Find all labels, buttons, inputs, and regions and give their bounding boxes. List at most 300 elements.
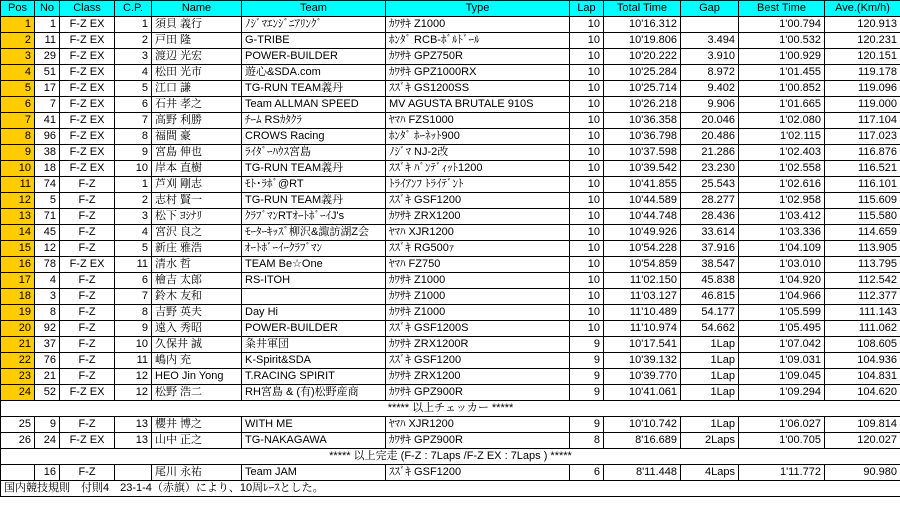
cell-type: ｶﾜｻｷ ZRX1200 bbox=[386, 369, 570, 385]
cell-average-speed: 119.096 bbox=[825, 81, 900, 97]
cell-lap: 10 bbox=[570, 81, 604, 97]
cell-no: 96 bbox=[35, 129, 60, 145]
col-cp: C.P. bbox=[115, 1, 152, 17]
finish-banner-row bbox=[1, 449, 900, 465]
cell-team: ﾓﾄ･ﾗﾎﾞ@RT bbox=[242, 177, 386, 193]
cell-type: ｶﾜｻｷ GPZ900R bbox=[386, 433, 570, 449]
cell-average-speed: 120.027 bbox=[825, 433, 900, 449]
cell-best-time: 1'00.929 bbox=[739, 49, 825, 65]
cell-gap: 1Lap bbox=[681, 417, 739, 433]
cell-team: TG-RUN TEAM義丹 bbox=[242, 81, 386, 97]
cell-average-speed: 112.542 bbox=[825, 273, 900, 289]
cell-name: 久保井 誠 bbox=[152, 337, 242, 353]
cell-cp: 9 bbox=[115, 145, 152, 161]
col-best-time: Best Time bbox=[739, 1, 825, 17]
cell-pos: 2 bbox=[1, 33, 35, 49]
table-row bbox=[1, 97, 900, 113]
cell-type: ｽｽﾞｷ ﾊﾞﾝﾃﾞｨｯﾄ1200 bbox=[386, 161, 570, 177]
cell-best-time: 1'09.031 bbox=[739, 353, 825, 369]
cell-gap: 9.402 bbox=[681, 81, 739, 97]
cell-pos: 11 bbox=[1, 177, 35, 193]
cell-team: ﾁｰﾑ RSｶﾀｸﾗ bbox=[242, 113, 386, 129]
cell-average-speed: 115.609 bbox=[825, 193, 900, 209]
cell-name: 新庄 雅浩 bbox=[152, 241, 242, 257]
cell-gap: 37.916 bbox=[681, 241, 739, 257]
cell-lap: 10 bbox=[570, 145, 604, 161]
cell-best-time: 1'05.599 bbox=[739, 305, 825, 321]
cell-team: ﾉｼﾞﾏｴﾝｼﾞﾆｱﾘﾝｸﾞ bbox=[242, 17, 386, 33]
cell-type: ｽｽﾞｷ GSF1200S bbox=[386, 321, 570, 337]
cell-gap: 2Laps bbox=[681, 433, 739, 449]
table-row bbox=[1, 273, 900, 289]
cell-cp: 2 bbox=[115, 33, 152, 49]
cell-pos: 21 bbox=[1, 337, 35, 353]
cell-total-time: 10'10.742 bbox=[604, 417, 681, 433]
cell-name: 松下 ﾖｼﾅﾘ bbox=[152, 209, 242, 225]
cell-lap: 10 bbox=[570, 65, 604, 81]
cell-lap: 10 bbox=[570, 289, 604, 305]
cell-best-time: 1'03.336 bbox=[739, 225, 825, 241]
cell-lap: 9 bbox=[570, 353, 604, 369]
cell-cp: 13 bbox=[115, 417, 152, 433]
checker-banner: ***** 以上チェッカー ***** bbox=[1, 401, 900, 417]
cell-cp: 9 bbox=[115, 321, 152, 337]
cell-pos: 4 bbox=[1, 65, 35, 81]
cell-name: 吉野 英夫 bbox=[152, 305, 242, 321]
cell-team: 遊心&SDA.com bbox=[242, 65, 386, 81]
cell-best-time: 1'07.042 bbox=[739, 337, 825, 353]
cell-average-speed: 90.980 bbox=[825, 465, 900, 481]
cell-class: F-Z bbox=[60, 353, 115, 369]
cell-cp: 10 bbox=[115, 337, 152, 353]
cell-total-time: 10'54.859 bbox=[604, 257, 681, 273]
cell-team: ｵｰﾄﾎﾞｰｲｰｸﾗﾌﾞﾏﾝ bbox=[242, 241, 386, 257]
cell-lap: 10 bbox=[570, 321, 604, 337]
cell-name: 芦刈 剛志 bbox=[152, 177, 242, 193]
cell-no: 45 bbox=[35, 225, 60, 241]
cell-best-time: 1'02.958 bbox=[739, 193, 825, 209]
cell-total-time: 10'25.284 bbox=[604, 65, 681, 81]
cell-average-speed: 108.605 bbox=[825, 337, 900, 353]
cell-type: ｽｽﾞｷ GSF1200 bbox=[386, 353, 570, 369]
cell-type: ﾔﾏﾊ XJR1200 bbox=[386, 225, 570, 241]
cell-team: 粂井軍団 bbox=[242, 337, 386, 353]
cell-best-time: 1'03.010 bbox=[739, 257, 825, 273]
cell-best-time: 1'06.027 bbox=[739, 417, 825, 433]
cell-pos: 19 bbox=[1, 305, 35, 321]
cell-lap: 9 bbox=[570, 385, 604, 401]
cell-gap: 33.614 bbox=[681, 225, 739, 241]
cell-class: F-Z bbox=[60, 289, 115, 305]
cell-gap: 46.815 bbox=[681, 289, 739, 305]
cell-no: 5 bbox=[35, 193, 60, 209]
table-row bbox=[1, 193, 900, 209]
table-row bbox=[1, 241, 900, 257]
cell-total-time: 10'37.598 bbox=[604, 145, 681, 161]
cell-total-time: 10'44.589 bbox=[604, 193, 681, 209]
cell-name: 山中 正之 bbox=[152, 433, 242, 449]
cell-gap: 28.277 bbox=[681, 193, 739, 209]
cell-class: F-Z EX bbox=[60, 113, 115, 129]
col-average-speed: Ave.(Km/h) bbox=[825, 1, 900, 17]
cell-name: HEO Jin Yong bbox=[152, 369, 242, 385]
cell-no: 7 bbox=[35, 97, 60, 113]
cell-cp: 7 bbox=[115, 113, 152, 129]
cell-class: F-Z bbox=[60, 273, 115, 289]
cell-no: 78 bbox=[35, 257, 60, 273]
cell-total-time: 10'41.061 bbox=[604, 385, 681, 401]
cell-class: F-Z EX bbox=[60, 385, 115, 401]
cell-average-speed: 120.913 bbox=[825, 17, 900, 33]
cell-name: 高野 利勝 bbox=[152, 113, 242, 129]
cell-gap: 25.543 bbox=[681, 177, 739, 193]
cell-team: CROWS Racing bbox=[242, 129, 386, 145]
cell-best-time: 1'02.115 bbox=[739, 129, 825, 145]
cell-type: MV AGUSTA BRUTALE 910S bbox=[386, 97, 570, 113]
cell-pos: 23 bbox=[1, 369, 35, 385]
cell-cp: 5 bbox=[115, 241, 152, 257]
cell-total-time: 10'49.926 bbox=[604, 225, 681, 241]
cell-type: ﾔﾏﾊ FZ750 bbox=[386, 257, 570, 273]
cell-best-time: 1'00.532 bbox=[739, 33, 825, 49]
cell-team: Team JAM bbox=[242, 465, 386, 481]
cell-team: TG-NAKAGAWA bbox=[242, 433, 386, 449]
table-row bbox=[1, 209, 900, 225]
cell-name: 須貝 義行 bbox=[152, 17, 242, 33]
cell-best-time: 1'11.772 bbox=[739, 465, 825, 481]
header-row bbox=[1, 1, 900, 17]
cell-team: Team ALLMAN SPEED bbox=[242, 97, 386, 113]
table-row bbox=[1, 337, 900, 353]
cell-cp: 4 bbox=[115, 225, 152, 241]
cell-cp: 6 bbox=[115, 97, 152, 113]
cell-lap: 10 bbox=[570, 17, 604, 33]
cell-type: ｽｽﾞｷ GS1200SS bbox=[386, 81, 570, 97]
cell-average-speed: 104.620 bbox=[825, 385, 900, 401]
col-name: Name bbox=[152, 1, 242, 17]
cell-type: ｶﾜｻｷ Z1000 bbox=[386, 289, 570, 305]
table-row bbox=[1, 369, 900, 385]
cell-no: 1 bbox=[35, 17, 60, 33]
cell-gap: 20.486 bbox=[681, 129, 739, 145]
cell-class: F-Z bbox=[60, 241, 115, 257]
table-row bbox=[1, 417, 900, 433]
footer-note-row bbox=[1, 481, 900, 497]
cell-average-speed: 109.814 bbox=[825, 417, 900, 433]
cell-best-time: 1'00.794 bbox=[739, 17, 825, 33]
cell-best-time: 1'03.412 bbox=[739, 209, 825, 225]
footer-note: 国内競技規則 付則4 23-1-4（赤旗）により、10周ﾚｰｽとした。 bbox=[1, 481, 900, 497]
table-row bbox=[1, 33, 900, 49]
cell-total-time: 8'11.448 bbox=[604, 465, 681, 481]
cell-total-time: 8'16.689 bbox=[604, 433, 681, 449]
cell-lap: 10 bbox=[570, 241, 604, 257]
cell-best-time: 1'09.045 bbox=[739, 369, 825, 385]
cell-best-time: 1'04.966 bbox=[739, 289, 825, 305]
cell-class: F-Z bbox=[60, 465, 115, 481]
cell-best-time: 1'04.920 bbox=[739, 273, 825, 289]
cell-pos: 3 bbox=[1, 49, 35, 65]
cell-best-time: 1'09.294 bbox=[739, 385, 825, 401]
cell-average-speed: 115.580 bbox=[825, 209, 900, 225]
cell-pos: 12 bbox=[1, 193, 35, 209]
cell-type: ｶﾜｻｷ Z1000 bbox=[386, 305, 570, 321]
cell-pos bbox=[1, 465, 35, 481]
cell-team: POWER-BUILDER bbox=[242, 49, 386, 65]
table-row bbox=[1, 113, 900, 129]
cell-lap: 9 bbox=[570, 369, 604, 385]
col-pos: Pos bbox=[1, 1, 35, 17]
cell-type: ｽｽﾞｷ GSF1200 bbox=[386, 465, 570, 481]
cell-cp: 12 bbox=[115, 369, 152, 385]
cell-no: 92 bbox=[35, 321, 60, 337]
cell-no: 24 bbox=[35, 433, 60, 449]
cell-total-time: 10'39.770 bbox=[604, 369, 681, 385]
cell-class: F-Z EX bbox=[60, 97, 115, 113]
cell-type: ｶﾜｻｷ GPZ900R bbox=[386, 385, 570, 401]
table-row bbox=[1, 385, 900, 401]
cell-no: 74 bbox=[35, 177, 60, 193]
cell-class: F-Z bbox=[60, 305, 115, 321]
cell-best-time: 1'02.080 bbox=[739, 113, 825, 129]
cell-average-speed: 120.231 bbox=[825, 33, 900, 49]
cell-name: 松田 光市 bbox=[152, 65, 242, 81]
cell-total-time: 10'39.132 bbox=[604, 353, 681, 369]
cell-cp: 3 bbox=[115, 209, 152, 225]
cell-type: ｶﾜｻｷ ZRX1200 bbox=[386, 209, 570, 225]
cell-average-speed: 114.659 bbox=[825, 225, 900, 241]
cell-pos: 6 bbox=[1, 97, 35, 113]
cell-total-time: 10'36.798 bbox=[604, 129, 681, 145]
cell-lap: 6 bbox=[570, 465, 604, 481]
cell-total-time: 10'41.855 bbox=[604, 177, 681, 193]
cell-lap: 9 bbox=[570, 337, 604, 353]
cell-team: ﾗｲﾀﾞｰﾊｳｽ宮島 bbox=[242, 145, 386, 161]
cell-type: ﾔﾏﾊ XJR1200 bbox=[386, 417, 570, 433]
cell-class: F-Z EX bbox=[60, 129, 115, 145]
cell-no: 76 bbox=[35, 353, 60, 369]
cell-class: F-Z bbox=[60, 209, 115, 225]
cell-pos: 10 bbox=[1, 161, 35, 177]
cell-gap: 1Lap bbox=[681, 369, 739, 385]
col-type: Type bbox=[386, 1, 570, 17]
cell-cp: 2 bbox=[115, 193, 152, 209]
cell-total-time: 11'10.974 bbox=[604, 321, 681, 337]
table-row bbox=[1, 257, 900, 273]
cell-no: 12 bbox=[35, 241, 60, 257]
cell-total-time: 10'19.806 bbox=[604, 33, 681, 49]
col-lap: Lap bbox=[570, 1, 604, 17]
cell-total-time: 10'54.228 bbox=[604, 241, 681, 257]
table-row bbox=[1, 65, 900, 81]
cell-gap: 45.838 bbox=[681, 273, 739, 289]
cell-class: F-Z EX bbox=[60, 145, 115, 161]
cell-no: 4 bbox=[35, 273, 60, 289]
cell-name: 戸田 隆 bbox=[152, 33, 242, 49]
cell-gap: 1Lap bbox=[681, 337, 739, 353]
cell-pos: 14 bbox=[1, 225, 35, 241]
unclassified-rows bbox=[1, 465, 900, 481]
cell-lap: 10 bbox=[570, 33, 604, 49]
cell-no: 9 bbox=[35, 417, 60, 433]
cell-average-speed: 120.151 bbox=[825, 49, 900, 65]
cell-class: F-Z EX bbox=[60, 161, 115, 177]
cell-cp: 12 bbox=[115, 385, 152, 401]
cell-no: 21 bbox=[35, 369, 60, 385]
cell-total-time: 10'25.714 bbox=[604, 81, 681, 97]
cell-total-time: 11'10.489 bbox=[604, 305, 681, 321]
cell-no: 8 bbox=[35, 305, 60, 321]
cell-gap: 23.230 bbox=[681, 161, 739, 177]
cell-best-time: 1'00.705 bbox=[739, 433, 825, 449]
cell-type: ﾎﾝﾀﾞ ﾎｰﾈｯﾄ900 bbox=[386, 129, 570, 145]
cell-no: 51 bbox=[35, 65, 60, 81]
cell-type: ﾄﾗｲｱﾝﾌ ﾄﾗｲﾃﾞﾝﾄ bbox=[386, 177, 570, 193]
cell-cp: 1 bbox=[115, 17, 152, 33]
cell-pos: 9 bbox=[1, 145, 35, 161]
cell-type: ﾔﾏﾊ FZS1000 bbox=[386, 113, 570, 129]
cell-team: TEAM Be☆One bbox=[242, 257, 386, 273]
cell-class: F-Z bbox=[60, 417, 115, 433]
cell-lap: 10 bbox=[570, 113, 604, 129]
table-row bbox=[1, 161, 900, 177]
cell-cp: 11 bbox=[115, 257, 152, 273]
cell-no: 41 bbox=[35, 113, 60, 129]
cell-cp: 13 bbox=[115, 433, 152, 449]
cell-no: 18 bbox=[35, 161, 60, 177]
col-team: Team bbox=[242, 1, 386, 17]
table-row bbox=[1, 433, 900, 449]
cell-type: ｶﾜｻｷ GPZ750R bbox=[386, 49, 570, 65]
cell-name: 宮沢 良之 bbox=[152, 225, 242, 241]
cell-best-time: 1'04.109 bbox=[739, 241, 825, 257]
cell-lap: 10 bbox=[570, 209, 604, 225]
cell-name: 鈴木 友和 bbox=[152, 289, 242, 305]
cell-gap: 54.662 bbox=[681, 321, 739, 337]
table-row bbox=[1, 17, 900, 33]
cell-cp: 10 bbox=[115, 161, 152, 177]
cell-gap: 9.906 bbox=[681, 97, 739, 113]
cell-average-speed: 111.143 bbox=[825, 305, 900, 321]
cell-name: 檜吉 太郎 bbox=[152, 273, 242, 289]
cell-pos: 20 bbox=[1, 321, 35, 337]
cell-average-speed: 117.104 bbox=[825, 113, 900, 129]
cell-no: 52 bbox=[35, 385, 60, 401]
cell-average-speed: 112.377 bbox=[825, 289, 900, 305]
col-total-time: Total Time bbox=[604, 1, 681, 17]
cell-no: 17 bbox=[35, 81, 60, 97]
cell-gap: 3.910 bbox=[681, 49, 739, 65]
cell-gap: 1Lap bbox=[681, 353, 739, 369]
table-row bbox=[1, 145, 900, 161]
cell-cp: 11 bbox=[115, 353, 152, 369]
cell-name: 遠入 秀昭 bbox=[152, 321, 242, 337]
cell-average-speed: 104.831 bbox=[825, 369, 900, 385]
table-row bbox=[1, 289, 900, 305]
cell-average-speed: 116.521 bbox=[825, 161, 900, 177]
cell-pos: 5 bbox=[1, 81, 35, 97]
cell-cp: 3 bbox=[115, 49, 152, 65]
cell-team: TG-RUN TEAM義丹 bbox=[242, 193, 386, 209]
cell-lap: 10 bbox=[570, 97, 604, 113]
cell-average-speed: 104.936 bbox=[825, 353, 900, 369]
cell-cp: 1 bbox=[115, 177, 152, 193]
cell-pos: 13 bbox=[1, 209, 35, 225]
cell-class: F-Z bbox=[60, 177, 115, 193]
cell-class: F-Z bbox=[60, 321, 115, 337]
cell-no: 11 bbox=[35, 33, 60, 49]
cell-type: ｽｽﾞｷ RG500ｧ bbox=[386, 241, 570, 257]
cell-no: 71 bbox=[35, 209, 60, 225]
cell-cp: 6 bbox=[115, 273, 152, 289]
cell-no: 38 bbox=[35, 145, 60, 161]
cell-gap: 4Laps bbox=[681, 465, 739, 481]
col-no: No bbox=[35, 1, 60, 17]
cell-cp: 8 bbox=[115, 305, 152, 321]
cell-name: 福間 豪 bbox=[152, 129, 242, 145]
cell-class: F-Z bbox=[60, 225, 115, 241]
cell-class: F-Z bbox=[60, 193, 115, 209]
cell-class: F-Z EX bbox=[60, 65, 115, 81]
cell-pos: 15 bbox=[1, 241, 35, 257]
cell-gap: 1Lap bbox=[681, 385, 739, 401]
cell-lap: 10 bbox=[570, 177, 604, 193]
cell-no: 16 bbox=[35, 465, 60, 481]
cell-type: ﾎﾝﾀﾞ RCB-ﾎﾞﾙﾄﾞｰﾙ bbox=[386, 33, 570, 49]
cell-gap: 20.046 bbox=[681, 113, 739, 129]
table-row bbox=[1, 129, 900, 145]
cell-name: 宮島 伸也 bbox=[152, 145, 242, 161]
cell-team: ﾓｰﾀｰｷｯｽﾞ柳沢&諏訪湖Z会 bbox=[242, 225, 386, 241]
cell-cp: 8 bbox=[115, 129, 152, 145]
cell-average-speed: 113.905 bbox=[825, 241, 900, 257]
cell-name: 江口 謙 bbox=[152, 81, 242, 97]
table-row bbox=[1, 225, 900, 241]
table-row bbox=[1, 177, 900, 193]
cell-lap: 10 bbox=[570, 129, 604, 145]
cell-total-time: 11'02.150 bbox=[604, 273, 681, 289]
cell-name: 櫻井 博之 bbox=[152, 417, 242, 433]
cell-team: T.RACING SPIRIT bbox=[242, 369, 386, 385]
cell-average-speed: 119.000 bbox=[825, 97, 900, 113]
cell-total-time: 10'17.541 bbox=[604, 337, 681, 353]
cell-total-time: 10'20.222 bbox=[604, 49, 681, 65]
cell-total-time: 10'36.358 bbox=[604, 113, 681, 129]
cell-lap: 10 bbox=[570, 225, 604, 241]
cell-total-time: 11'03.127 bbox=[604, 289, 681, 305]
cell-cp bbox=[115, 465, 152, 481]
cell-pos: 18 bbox=[1, 289, 35, 305]
cell-lap: 8 bbox=[570, 433, 604, 449]
cell-pos: 25 bbox=[1, 417, 35, 433]
cell-lap: 9 bbox=[570, 417, 604, 433]
cell-name: 松野 浩二 bbox=[152, 385, 242, 401]
cell-no: 37 bbox=[35, 337, 60, 353]
cell-class: F-Z EX bbox=[60, 81, 115, 97]
cell-average-speed: 117.023 bbox=[825, 129, 900, 145]
cell-lap: 10 bbox=[570, 257, 604, 273]
cell-team: RH宮島 & (有)松野産商 bbox=[242, 385, 386, 401]
cell-lap: 10 bbox=[570, 49, 604, 65]
checker-banner-row bbox=[1, 401, 900, 417]
cell-name: 尾川 永祐 bbox=[152, 465, 242, 481]
cell-total-time: 10'26.218 bbox=[604, 97, 681, 113]
cell-type: ｽｽﾞｷ GSF1200 bbox=[386, 193, 570, 209]
table-row bbox=[1, 353, 900, 369]
cell-total-time: 10'44.748 bbox=[604, 209, 681, 225]
cell-cp: 7 bbox=[115, 289, 152, 305]
cell-lap: 10 bbox=[570, 273, 604, 289]
